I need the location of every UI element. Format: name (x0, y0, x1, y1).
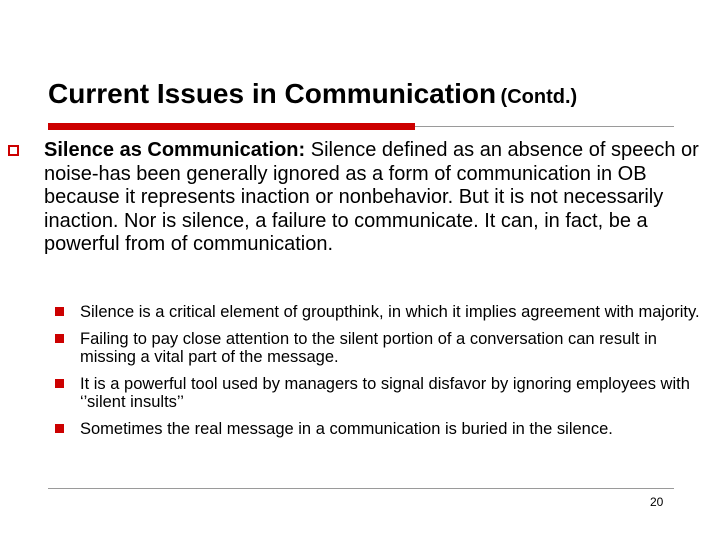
main-bullet-description: Silence defined as an absence of speech or noise-has been generally ignored as a form of communication in OB because it represents inaction or nonbehavior. But it is not necessarily inaction. Nor is silence, a failure to communicate. It can, in fact, be a powerful from of communication. (44, 139, 699, 255)
filled-square-icon (55, 424, 64, 433)
sub-bullet-text: Sometimes the real message in a communication is buried in the silence. (80, 419, 613, 438)
main-bullet-text (44, 139, 708, 257)
filled-square-icon (55, 307, 64, 316)
sub-bullet-item (55, 420, 710, 439)
main-bullet-point (8, 139, 708, 257)
page-number: 20 (650, 495, 664, 509)
sub-bullet-text: Failing to pay close attention to the silent portion of a conversation can result in missing a vital part of the message. (80, 329, 657, 366)
sub-bullet-item (55, 330, 710, 367)
sub-bullet-text: Silence is a critical element of groupthink, in which it implies agreement with majority. (80, 303, 700, 321)
sub-bullet-list (55, 303, 710, 446)
slide-title-suffix: (Contd.) (500, 86, 578, 108)
sub-bullet-text: It is a powerful tool used by managers to signal disfavor by ignoring employees with ‘’silent insults’’ (80, 374, 690, 411)
sub-bullet-item (55, 303, 710, 322)
filled-square-icon (55, 379, 64, 388)
footer-divider-line (48, 488, 674, 489)
main-bullet-term: Silence as Communication: (44, 139, 306, 161)
title-accent-bar (48, 123, 415, 130)
sub-bullet-item (55, 375, 710, 412)
filled-square-icon (55, 334, 64, 343)
slide-title-main: Current Issues in Communication (48, 78, 497, 109)
slide-title (48, 80, 577, 108)
hollow-square-icon (8, 145, 19, 156)
